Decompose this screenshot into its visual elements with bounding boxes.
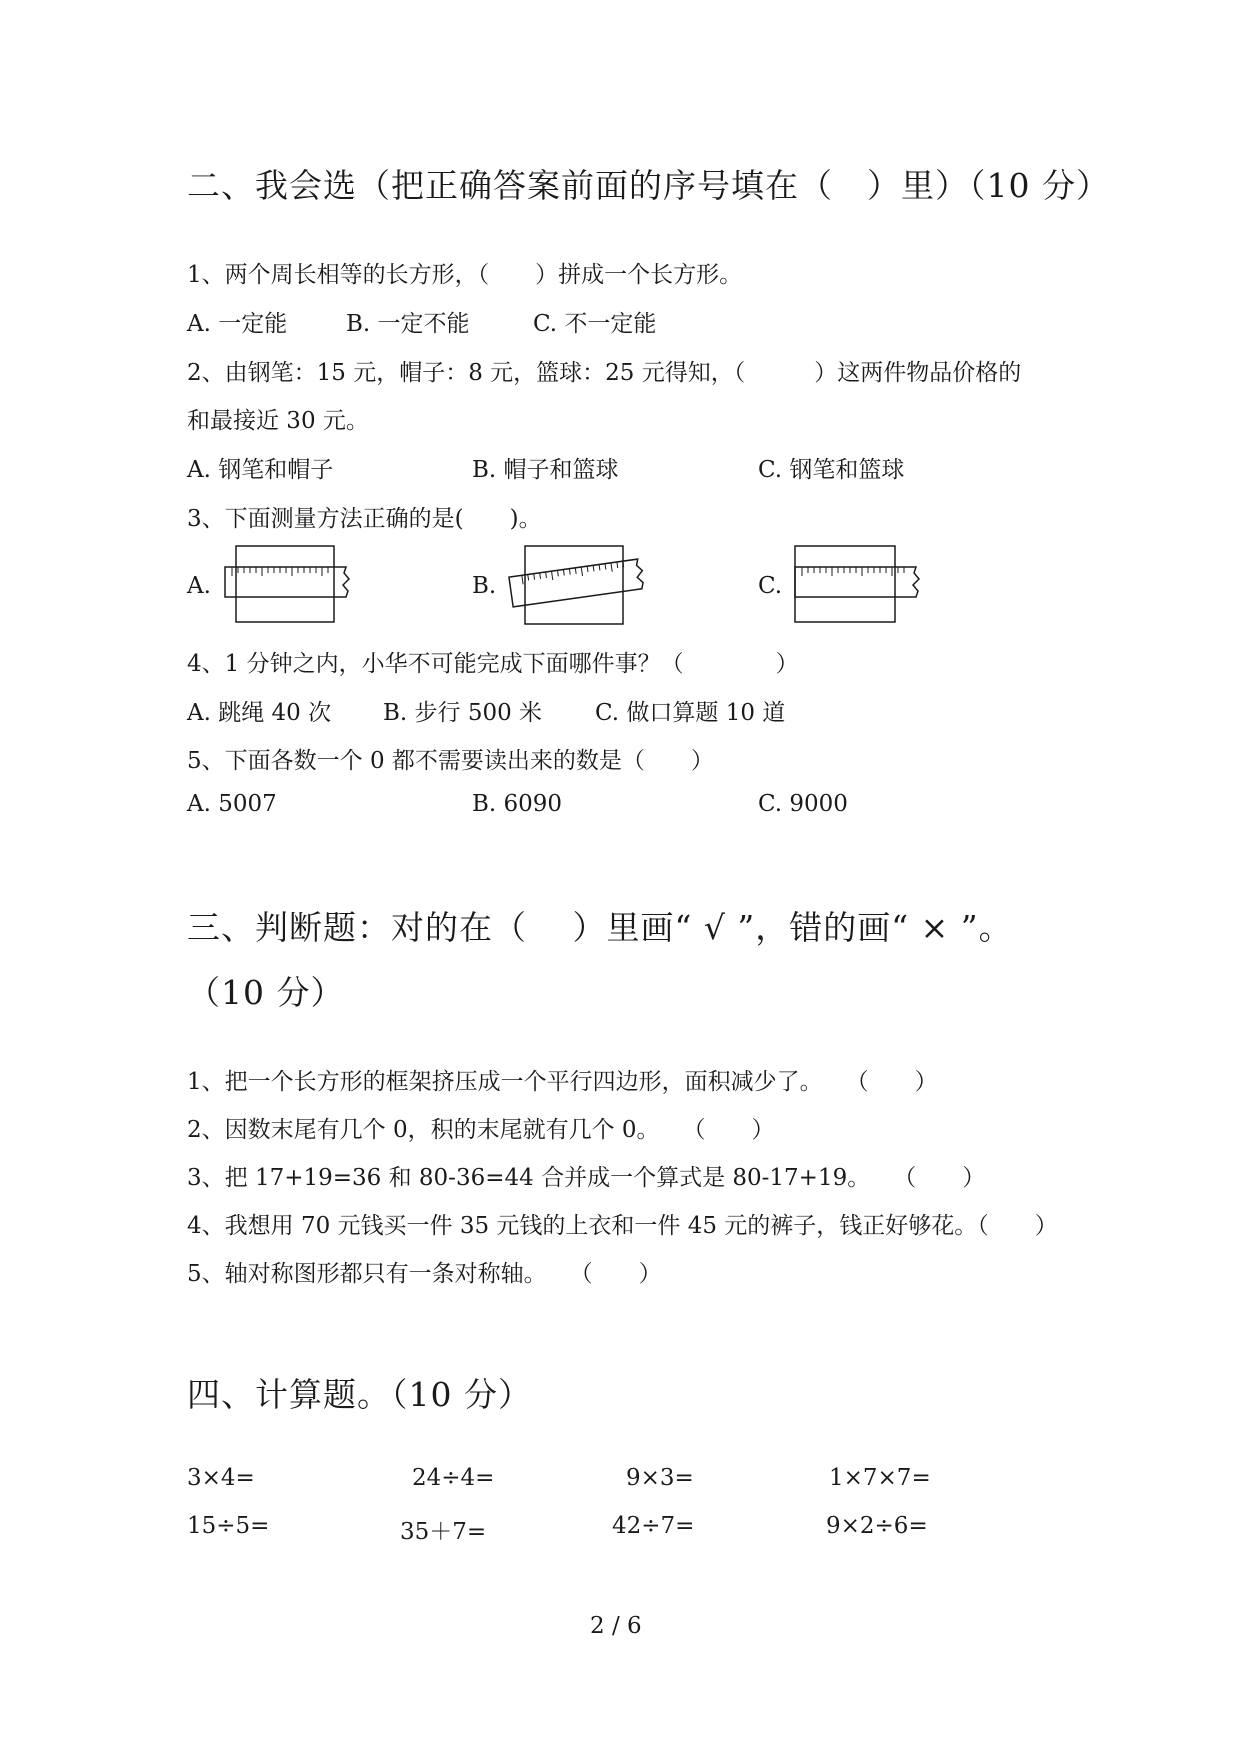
option-c: C. 9000 xyxy=(758,791,848,817)
option-a: A. 5007 xyxy=(187,791,277,817)
question-2-5: 5、下面各数一个 0 都不需要读出来的数是（ ） xyxy=(187,748,714,774)
judgement-item: 5、轴对称图形都只有一条对称轴。 （ ） xyxy=(187,1261,662,1287)
section-3-heading: 三、判断题：对的在（ ）里画“ √ ”，错的画“ × ”。 xyxy=(187,908,1013,947)
option-c: C. 不一定能 xyxy=(533,311,657,337)
section-2-heading: 二、我会选（把正确答案前面的序号填在（ ）里）（10 分） xyxy=(187,166,1110,205)
judgement-item: 2、因数末尾有几个 0，积的末尾就有几个 0。 （ ） xyxy=(187,1117,775,1143)
question-2-1: 1、两个周长相等的长方形，（ ）拼成一个长方形。 xyxy=(187,262,743,288)
question-2-2-line2: 和最接近 30 元。 xyxy=(187,408,369,434)
calc-item: 42÷7= xyxy=(612,1513,695,1539)
option-b: B. 一定不能 xyxy=(346,311,470,337)
option-c: C. 做口算题 10 道 xyxy=(595,700,786,726)
section-4-heading: 四、计算题。（10 分） xyxy=(187,1375,532,1414)
calc-item: 9×2÷6= xyxy=(826,1513,928,1539)
judgement-item: 4、我想用 70 元钱买一件 35 元钱的上衣和一件 45 元的裤子，钱正好够花。（ ） xyxy=(187,1213,1058,1239)
option-a: A. 一定能 xyxy=(187,311,288,337)
question-2-2-line1: 2、由钢笔：15 元，帽子：8 元，篮球：25 元得知，（ ）这两件物品价格的 xyxy=(187,360,1022,386)
judgement-item: 1、把一个长方形的框架挤压成一个平行四边形，面积减少了。 （ ） xyxy=(187,1069,938,1095)
calc-item: 15÷5= xyxy=(187,1513,270,1539)
option-c: C. 钢笔和篮球 xyxy=(758,457,905,483)
option-c: C. xyxy=(758,573,783,599)
page-number: 2 / 6 xyxy=(590,1613,642,1639)
option-a: A. 跳绳 40 次 xyxy=(187,700,332,726)
calc-item: 9×3= xyxy=(626,1465,694,1491)
question-2-3: 3、下面测量方法正确的是( )。 xyxy=(187,506,542,532)
option-b: B. 帽子和篮球 xyxy=(472,457,619,483)
option-b: B. 步行 500 米 xyxy=(383,700,543,726)
option-a: A. 钢笔和帽子 xyxy=(187,457,334,483)
judgement-item: 3、把 17+19=36 和 80-36=44 合并成一个算式是 80-17+19。 （ ） xyxy=(187,1165,986,1191)
ruler-figure-a xyxy=(222,543,362,625)
question-2-4: 4、1 分钟之内，小华不可能完成下面哪件事？（ ） xyxy=(187,651,799,677)
calc-item: 35＋7= xyxy=(400,1519,487,1545)
option-b: B. 6090 xyxy=(472,791,563,817)
calc-item: 1×7×7= xyxy=(829,1465,931,1491)
ruler-figure-c xyxy=(792,543,932,625)
calc-item: 3×4= xyxy=(187,1465,255,1491)
calc-item: 24÷4= xyxy=(412,1465,495,1491)
section-3-heading-score: （10 分） xyxy=(187,973,345,1012)
option-a: A. xyxy=(187,573,211,599)
ruler-figure-b xyxy=(505,540,655,628)
option-b: B. xyxy=(472,573,497,599)
